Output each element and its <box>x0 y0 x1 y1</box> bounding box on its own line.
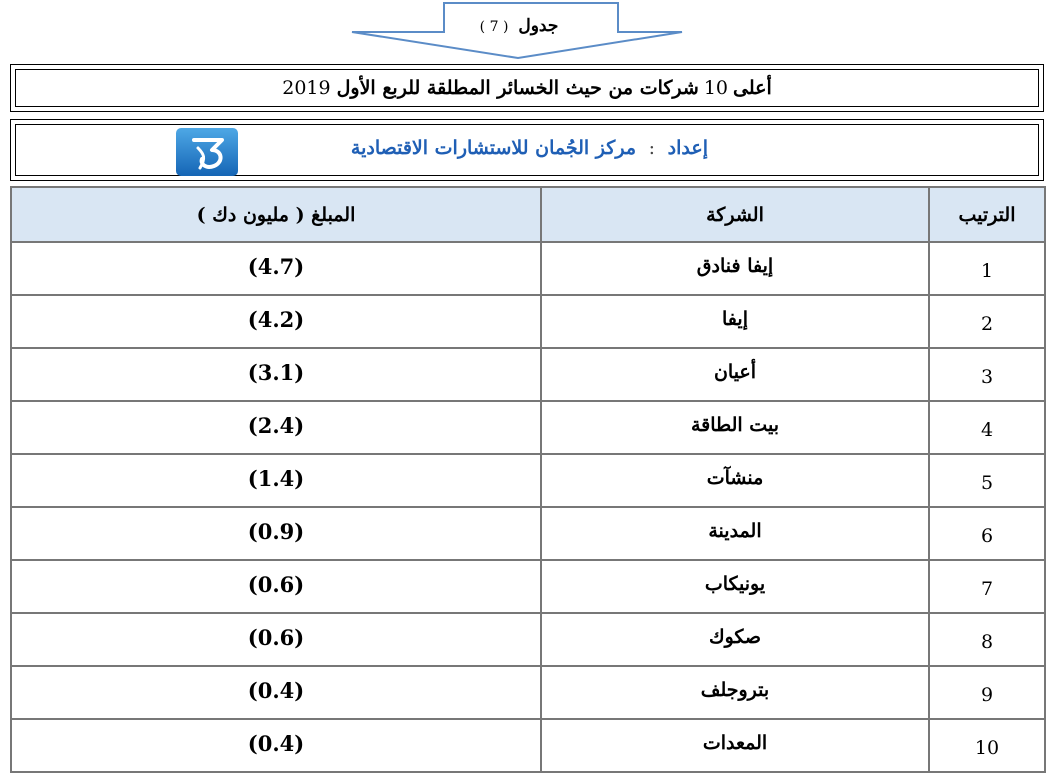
cell-company: أعيان <box>541 348 929 401</box>
prepared-by-inner <box>15 124 1039 176</box>
table-row <box>11 507 1045 560</box>
page-title <box>15 69 1039 107</box>
cell-amount: (3.1) <box>11 348 541 401</box>
prepared-by-separator: : <box>648 137 656 159</box>
header-rank: الترتيب <box>929 187 1045 242</box>
cell-rank: 5 <box>929 454 1045 507</box>
cell-company: صكوك <box>541 613 929 666</box>
cell-company: منشآت <box>541 454 929 507</box>
header-amount: المبلغ ( مليون دك ) <box>11 187 541 242</box>
title-text-start: أعلى <box>733 77 772 99</box>
cell-amount: (0.9) <box>11 507 541 560</box>
cell-amount: (0.6) <box>11 613 541 666</box>
cell-company: بيت الطاقة <box>541 401 929 454</box>
cell-rank: 2 <box>929 295 1045 348</box>
table-row <box>11 295 1045 348</box>
prepared-by-box <box>10 119 1044 181</box>
cell-company: إيفا فنادق <box>541 242 929 295</box>
cell-company: يونيكاب <box>541 560 929 613</box>
table-row <box>11 242 1045 295</box>
cell-rank: 4 <box>929 401 1045 454</box>
table-number-banner <box>348 2 686 60</box>
table-row <box>11 454 1045 507</box>
cell-rank: 1 <box>929 242 1045 295</box>
prepared-by-text <box>351 137 708 159</box>
title-text-rest: شركات من حيث الخسائر المطلقة للربع الأول <box>336 77 699 99</box>
cell-amount: (4.7) <box>11 242 541 295</box>
title-year: 2019 <box>282 77 331 99</box>
cell-rank: 9 <box>929 666 1045 719</box>
cell-amount: (2.4) <box>11 401 541 454</box>
cell-company: المعدات <box>541 719 929 772</box>
cell-company: المدينة <box>541 507 929 560</box>
header-company: الشركة <box>541 187 929 242</box>
cell-rank: 3 <box>929 348 1045 401</box>
prepared-by-org: مركز الجُمان للاستشارات الاقتصادية <box>350 137 636 159</box>
table-row <box>11 613 1045 666</box>
jumaan-logo-icon <box>176 128 238 176</box>
title-box <box>10 64 1044 112</box>
cell-company: بتروجلف <box>541 666 929 719</box>
cell-rank: 8 <box>929 613 1045 666</box>
cell-rank: 7 <box>929 560 1045 613</box>
cell-amount: (1.4) <box>11 454 541 507</box>
losses-table <box>10 186 1046 773</box>
table-row <box>11 401 1045 454</box>
cell-rank: 10 <box>929 719 1045 772</box>
table-label-word: جدول <box>518 16 559 36</box>
cell-amount: (0.4) <box>11 719 541 772</box>
cell-amount: (0.4) <box>11 666 541 719</box>
cell-amount: (4.2) <box>11 295 541 348</box>
table-number: ( 7 ) <box>479 19 509 35</box>
table-header-row <box>11 187 1045 242</box>
cell-company: إيفا <box>541 295 929 348</box>
prepared-by-label: إعداد <box>667 137 708 159</box>
table-row <box>11 348 1045 401</box>
table-row <box>11 719 1045 772</box>
table-row <box>11 560 1045 613</box>
cell-rank: 6 <box>929 507 1045 560</box>
title-count: 10 <box>703 77 729 99</box>
table-row <box>11 666 1045 719</box>
cell-amount: (0.6) <box>11 560 541 613</box>
table-number-label <box>348 16 686 36</box>
